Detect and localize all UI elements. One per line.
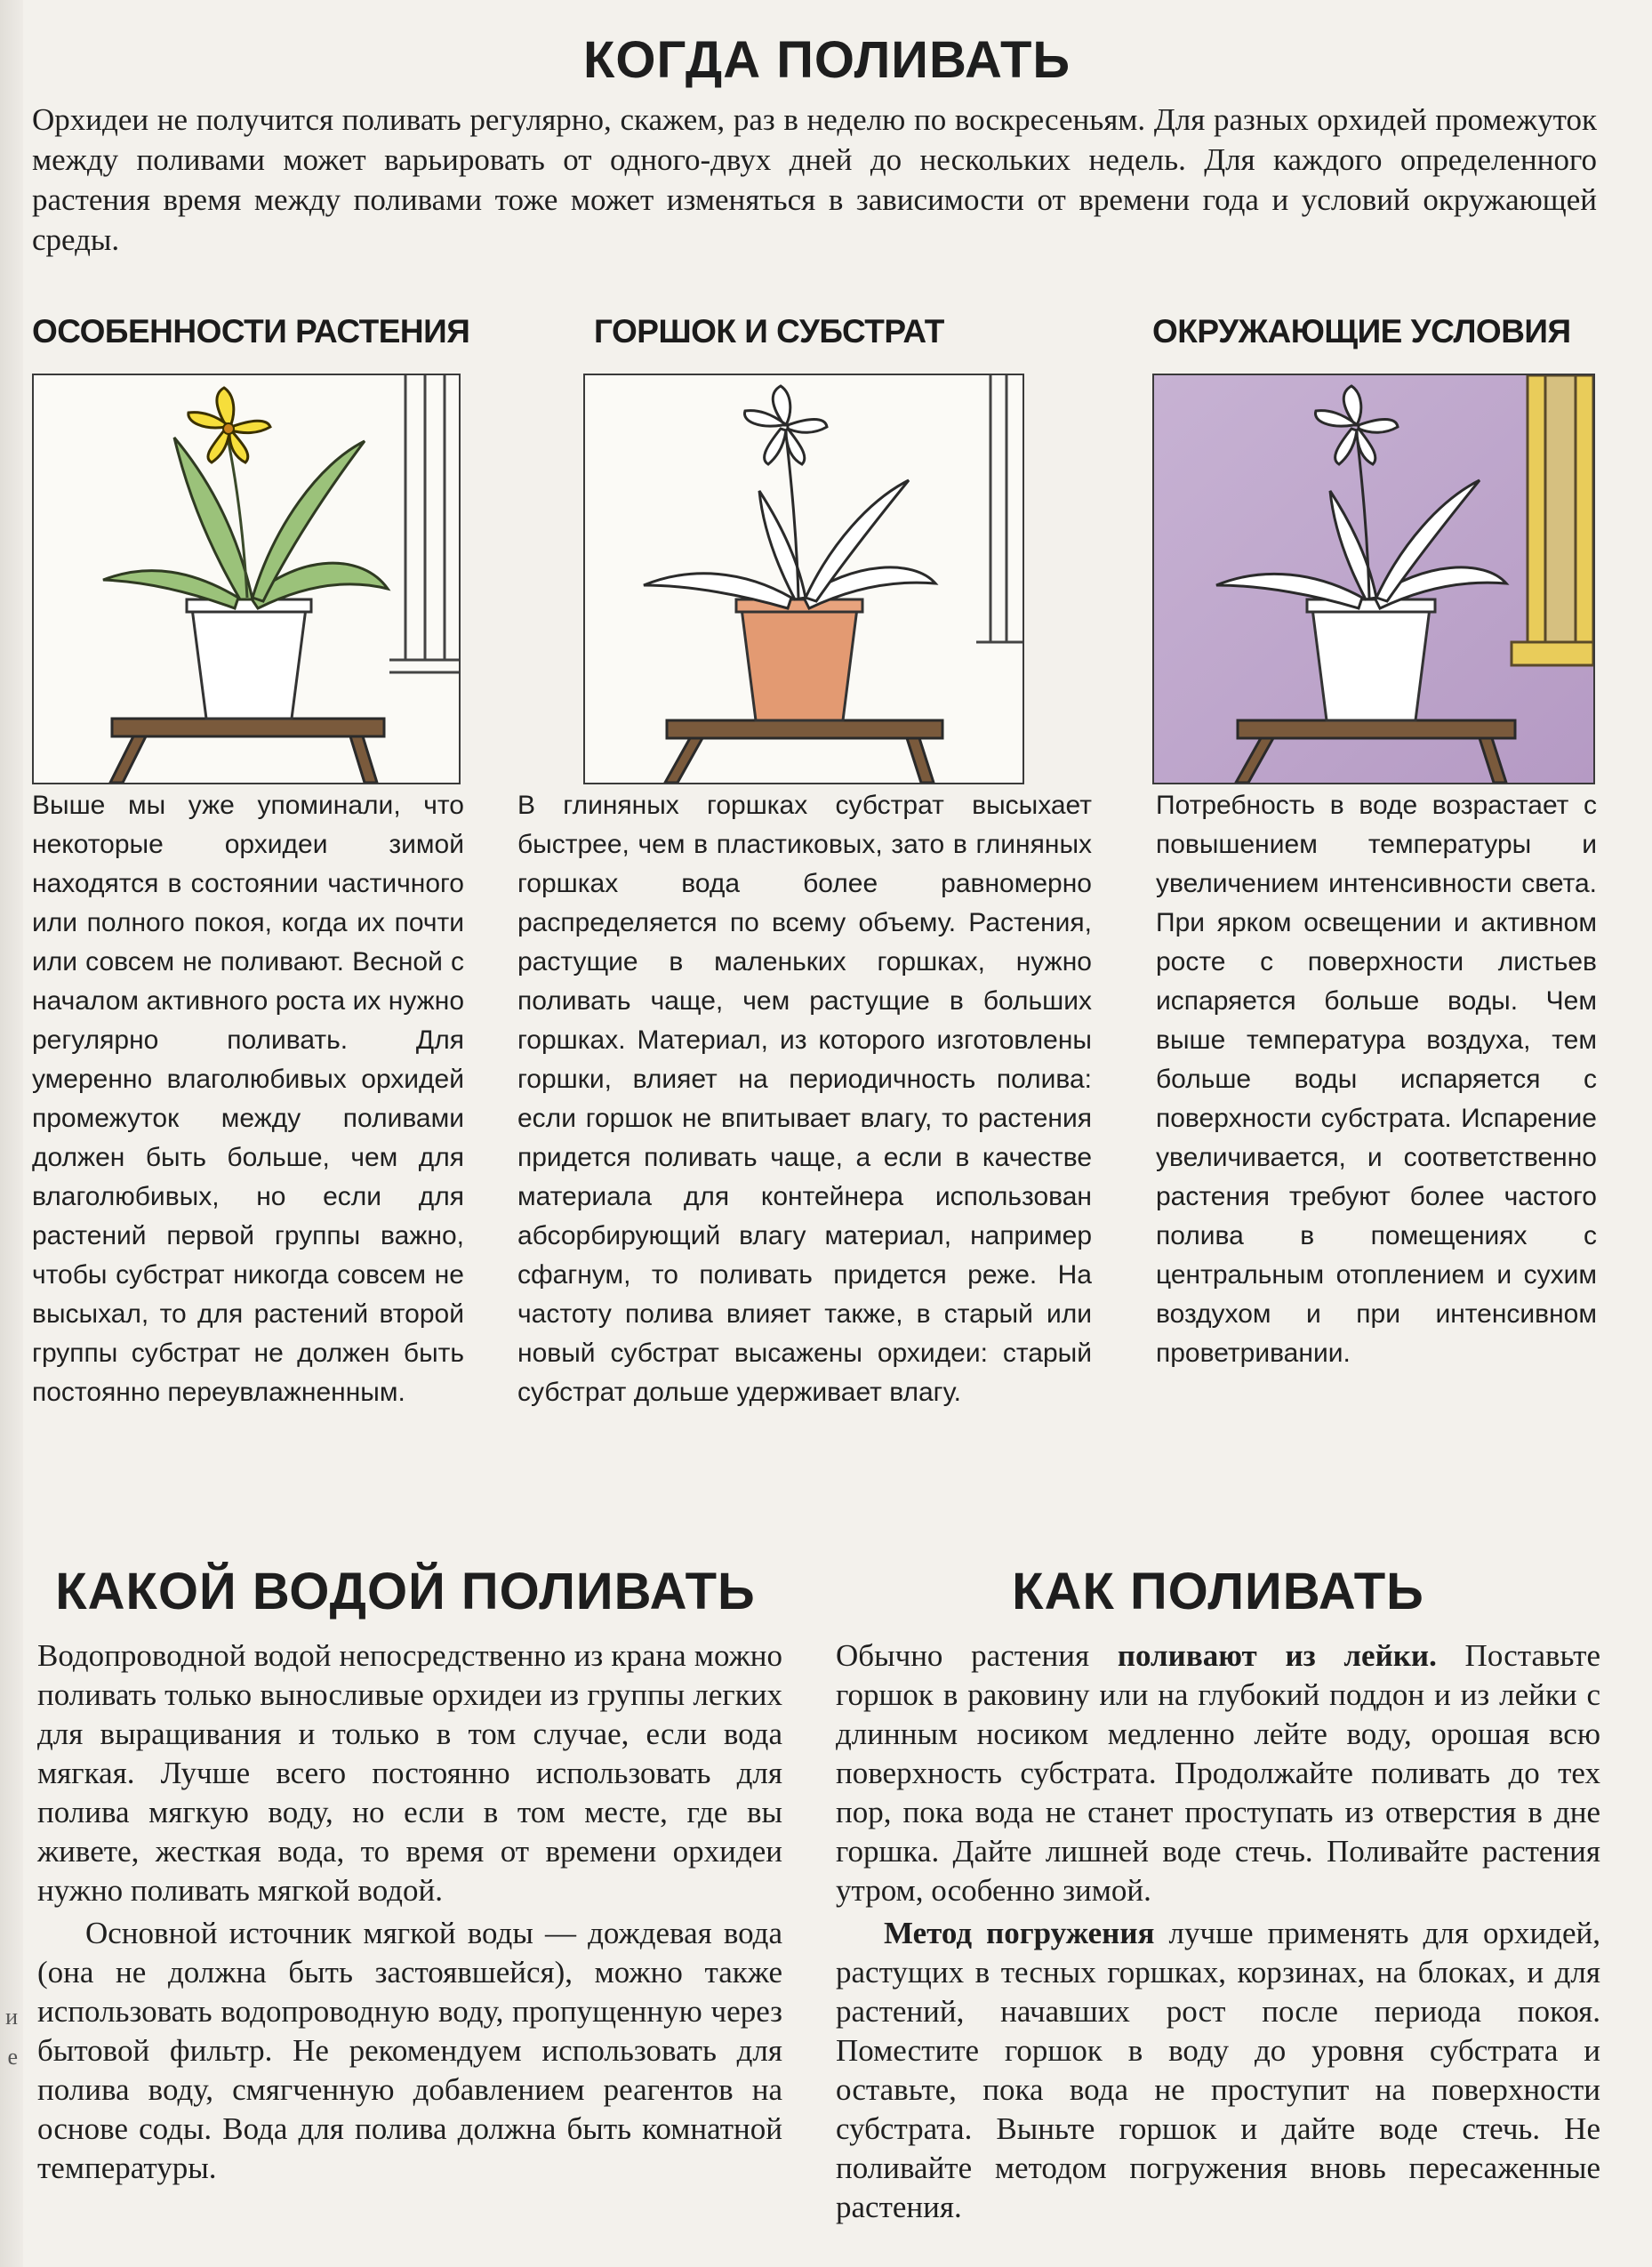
section-title-how: КАК ПОЛИВАТЬ xyxy=(1012,1563,1424,1620)
how-paragraph-1-bold: поливают из лейки. xyxy=(1117,1638,1437,1673)
how-paragraph-1-rest: Поставьте горшок в раковину или на глубокий поддон и из лейки с длинным носиком медленно лейте воду, орошая всю поверхность субстрата. Продолжайте поливать до тех пор, пока вода не станет проступать из отверстия в дне горшка. Дайте лишней воде стечь. Поливайте растения утром, особенно зимой. xyxy=(836,1638,1600,1908)
bleed-letter: и xyxy=(5,2004,18,2030)
illustration-clay-pot-orchid xyxy=(583,374,1024,784)
how-paragraph-2-bold: Метод погружения xyxy=(884,1916,1155,1950)
water-section-body xyxy=(37,1636,782,2188)
how-paragraph-1-lead: Обычно растения xyxy=(836,1638,1118,1673)
bleed-letter: е xyxy=(7,2044,18,2070)
column-heading-plant: ОСОБЕННОСТИ РАСТЕНИЯ xyxy=(32,313,470,350)
how-paragraph-1 xyxy=(836,1636,1600,1910)
section-title-water: КАКОЙ ВОДОЙ ПОЛИВАТЬ xyxy=(55,1563,756,1620)
water-paragraph-2: Основной источник мягкой воды — дождевая вода (она не должна быть застоявшейся), можно также использовать водопроводную воду, пропущенную через бытовой фильтр. Не рекомендуем использовать для полива воду, смягченную добавлением реагентов на основе соды. Вода для полива должна быть комнатной температуры. xyxy=(37,1916,782,2185)
column-text-plant: Выше мы уже упоминали, что некоторые орхидеи зимой находятся в состоянии частичного или полного покоя, когда их почти или совсем не поливают. Весной с началом активного роста их нужно регулярно поливать. Для умеренно влаголюбивых орхидей промежуток между поливами должен быть больше, чем для влаголюбивых, но если для растений первой группы важно, чтобы субстрат никогда совсем не высыхал, то для растений второй группы субстрат не должен быть постоянно переувлажненным. xyxy=(32,791,464,1407)
page-gutter-shadow xyxy=(0,0,23,2267)
clay-pot-orchid-drawing xyxy=(585,375,1022,783)
water-paragraph-1: Водопроводной водой непосредственно из крана можно поливать только выносливые орхидеи из группы легких для выращивания и только в том случае, если вода мягкая. Лучше всего постоянно использовать для полива мягкую воду, но если в том месте, где вы живете, жесткая вода, то время от времени орхидеи нужно поливать мягкой водой. xyxy=(37,1638,782,1908)
column-heading-pot: ГОРШОК И СУБСТРАТ xyxy=(594,313,944,350)
how-paragraph-2-rest: лучше применять для орхидей, растущих в тесных горшках, корзинах, на блоках, и для растений, начавших рост после периода покоя. Поместите горшок в воду до уровня субстрата и оставьте, пока вода не проступит на поверхности субстрата. Выньте горшок и дайте воде стечь. Не поливайте методом погружения вновь пересаженные растения. xyxy=(836,1916,1601,2224)
flowering-orchid-drawing xyxy=(34,375,459,783)
how-section-body xyxy=(836,1636,1600,2227)
illustration-flowering-orchid xyxy=(32,374,461,784)
section-title-when: КОГДА ПОЛИВАТЬ xyxy=(582,31,1071,89)
illustration-window-orchid xyxy=(1152,374,1595,784)
column-heading-environment: ОКРУЖАЮЩИЕ УСЛОВИЯ xyxy=(1152,313,1571,350)
column-text-pot: В глиняных горшках субстрат высыхает быстрее, чем в пластиковых, зато в глиняных горшках вода более равномерно распределяется по всему объему. Растения, растущие в маленьких горшках, нужно поливать чаще, чем растущие в больших горшках. Материал, из которого изготовлены горшки, влияет на периодичность полива: если горшок не впитывает влагу, то растения придется поливать чаще, а если в качестве материала для контейнера использован абсорбирующий влагу материал, например сфагнум, то поливать придется реже. На частоту полива влияет также, в старый или новый субстрат высажены орхидеи: старый субстрат дольше удерживает влагу. xyxy=(517,791,1092,1407)
how-paragraph-2 xyxy=(836,1914,1600,2227)
intro-paragraph: Орхидеи не получится поливать регулярно, скажем, раз в неделю по воскресеньям. Для разных орхидей промежуток между поливами может варьировать от одного-двух дней до нескольких недель. Для каждого определенного растения время между поливами тоже может изменяться в зависимости от времени года и условий окружающей среды. xyxy=(32,102,1597,257)
window-orchid-drawing xyxy=(1154,375,1593,783)
column-text-environment: Потребность в воде возрастает с повышением температуры и увеличением интенсивности света. При ярком освещении и активном росте с поверхности листьев испаряется больше воды. Чем выше температура воздуха, тем больше воды испаряется с поверхности субстрата. Испарение увеличивается, и соответственно растения требуют более частого полива в помещениях с центральным отоплением и сухим воздухом и при интенсивном проветривании. xyxy=(1156,791,1597,1368)
